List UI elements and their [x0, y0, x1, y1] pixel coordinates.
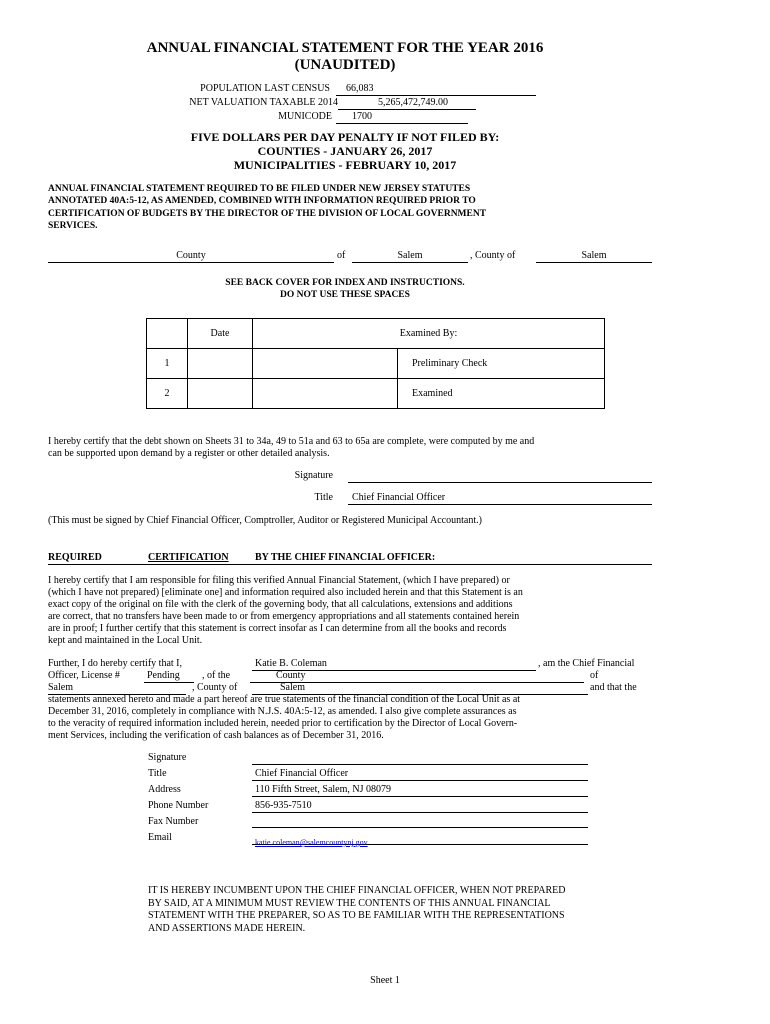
debt-title-value: Chief Financial Officer — [348, 492, 652, 505]
debt-signature-line[interactable] — [348, 470, 652, 483]
contact-signature-line[interactable] — [252, 752, 588, 765]
title-line-1: ANNUAL FINANCIAL STATEMENT FOR THE YEAR 2016 — [146, 40, 544, 56]
county-of-label: , County of — [470, 250, 516, 261]
back-cover-line-2: DO NOT USE THESE SPACES — [280, 290, 410, 300]
cfo-heading-rest: BY THE CHIEF FINANCIAL OFFICER: — [255, 552, 436, 563]
penalty-line-3: MUNICIPALITIES - FEBRUARY 10, 2017 — [233, 158, 457, 172]
back-cover-note — [0, 277, 690, 301]
cfo-heading-certification: CERTIFICATION — [148, 552, 229, 563]
exam-header-date: Date — [188, 319, 253, 349]
cfo-heading-required: REQUIRED — [48, 552, 102, 563]
back-cover-line-1: SEE BACK COVER FOR INDEX AND INSTRUCTIONS. — [225, 278, 465, 288]
further-tail — [48, 694, 688, 742]
valuation-label: NET VALUATION TAXABLE 2014 — [189, 97, 338, 108]
further-tail-line: December 31, 2016, completely in compliance with N.J.S. 40A:5-12, as amended. I also give complete assurances as — [48, 706, 517, 717]
municode-value: 1700 — [336, 111, 468, 124]
exam-row-1-date[interactable] — [188, 349, 253, 379]
contact-title-label: Title — [148, 768, 167, 779]
incumbent-block — [148, 885, 708, 935]
further-am-the: , am the Chief Financial — [538, 658, 635, 669]
county-label: County — [48, 250, 334, 263]
contact-title-value: Chief Financial Officer — [252, 768, 588, 781]
population-label: POPULATION LAST CENSUS — [200, 83, 330, 94]
debt-cert-text — [48, 436, 688, 460]
cfo-body-line: kept and maintained in the Local Unit. — [48, 635, 203, 646]
contact-email-field — [252, 832, 588, 845]
requirement-line-2: ANNOTATED 40A:5-12, AS AMENDED, COMBINED WITH INFORMATION REQUIRED PRIOR TO — [48, 196, 476, 207]
cfo-body-line: (which I have not prepared) [eliminate one] and information required also included herein and that this Statement is an — [48, 587, 523, 598]
further-of: of — [590, 670, 599, 681]
exam-row-1-label: Preliminary Check — [398, 349, 605, 379]
county-name: Salem — [252, 682, 588, 695]
debt-cert-line-1: I hereby certify that the debt shown on Sheets 31 to 34a, 49 to 51a and 63 to 65a are complete, were computed by me and — [48, 436, 535, 447]
cfo-heading — [48, 552, 652, 565]
further-county-of: , County of — [192, 682, 238, 693]
county-name-2: Salem — [536, 250, 652, 263]
title-line-2: (UNAUDITED) — [294, 57, 396, 73]
penalty-line-2: COUNTIES - JANUARY 26, 2017 — [257, 144, 433, 158]
contact-fax-label: Fax Number — [148, 816, 199, 827]
contact-phone-value: 856-935-7510 — [252, 800, 588, 813]
exam-header-examined: Examined By: — [253, 319, 605, 349]
exam-row-1-blank[interactable] — [253, 349, 398, 379]
contact-email-label: Email — [148, 832, 172, 843]
incumbent-line: IT IS HEREBY INCUMBENT UPON THE CHIEF FINANCIAL OFFICER, WHEN NOT PREPARED — [148, 885, 566, 896]
cfo-name: Katie B. Coleman — [252, 658, 536, 671]
unit-name: Salem — [48, 682, 186, 695]
incumbent-line: AND ASSERTIONS MADE HEREIN. — [148, 922, 306, 934]
license-number: Pending — [144, 670, 194, 683]
further-of-the: , of the — [202, 670, 231, 681]
exam-row-2-label: Examined — [398, 379, 605, 409]
cfo-body-line: are in proof; I further certify that this statement is correct insofar as I can determine from all the books and records — [48, 623, 507, 634]
exam-row-1-num: 1 — [147, 349, 188, 379]
debt-cert-line-2: can be supported upon demand by a register or other detailed analysis. — [48, 448, 330, 459]
valuation-value: 5,265,472,749.00 — [338, 97, 476, 110]
cfo-body-line: I hereby certify that I am responsible for filing this verified Annual Financial Statement, (which I have prepared) or — [48, 575, 510, 586]
further-intro: Further, I do hereby certify that I, — [48, 658, 182, 669]
further-and-that: and that the — [590, 682, 637, 693]
of-label: of — [337, 250, 346, 261]
sheet-number: Sheet 1 — [370, 975, 400, 986]
population-value: 66,083 — [336, 83, 536, 96]
further-officer-license: Officer, License # — [48, 670, 120, 681]
contact-address-value: 110 Fifth Street, Salem, NJ 08079 — [252, 784, 588, 797]
cfo-body-line: are correct, that no transfers have been made to or from emergency appropriations and all statements contained herein — [48, 611, 520, 622]
exam-table — [146, 318, 605, 409]
exam-row-2-date[interactable] — [188, 379, 253, 409]
contact-address-label: Address — [148, 784, 181, 795]
exam-row-2-num: 2 — [147, 379, 188, 409]
exam-row-2-blank[interactable] — [253, 379, 398, 409]
requirement-line-3: CERTIFICATION OF BUDGETS BY THE DIRECTOR OF THE DIVISION OF LOCAL GOVERNMENT — [48, 208, 487, 219]
incumbent-line: BY SAID, AT A MINIMUM MUST REVIEW THE CONTENTS OF THIS ANNUAL FINANCIAL — [148, 897, 551, 909]
contact-fax-value[interactable] — [252, 816, 588, 828]
cfo-body — [48, 575, 688, 647]
further-tail-line: ment Services, including the verification of cash balances as of December 31, 2016. — [48, 730, 384, 741]
requirement-block — [48, 183, 688, 233]
exam-header-blank — [147, 319, 188, 349]
municode-label: MUNICODE — [278, 111, 332, 122]
debt-cert-note: (This must be signed by Chief Financial Officer, Comptroller, Auditor or Registered Municipal Accountant.) — [48, 515, 482, 526]
further-tail-line: statements annexed hereto and made a part hereof are true statements of the financial condition of the Local Unit as at — [48, 694, 521, 705]
requirement-line-4: SERVICES. — [48, 221, 98, 232]
debt-signature-label: Signature — [294, 470, 333, 481]
unit-type: County — [250, 670, 584, 683]
penalty-line-1: FIVE DOLLARS PER DAY PENALTY IF NOT FILED BY: — [190, 130, 500, 144]
contact-phone-label: Phone Number — [148, 800, 209, 811]
contact-signature-label: Signature — [148, 752, 187, 763]
cfo-body-line: exact copy of the original on file with the clerk of the governing body, that all calculations, extensions and additions — [48, 599, 513, 610]
county-name-1: Salem — [352, 250, 468, 263]
incumbent-line: STATEMENT WITH THE PREPARER, SO AS TO BE FAMILIAR WITH THE REPRESENTATIONS — [148, 910, 565, 921]
debt-title-label: Title — [314, 492, 333, 503]
page-title — [0, 40, 690, 74]
contact-email-link[interactable]: katie.coleman@salemcountynj.gov — [255, 838, 368, 847]
further-tail-line: to the veracity of required information included herein, needed prior to certification by the Director of Local Govern- — [48, 718, 518, 729]
requirement-line-1: ANNUAL FINANCIAL STATEMENT REQUIRED TO BE FILED UNDER NEW JERSEY STATUTES — [48, 184, 471, 194]
penalty-block — [0, 130, 690, 172]
